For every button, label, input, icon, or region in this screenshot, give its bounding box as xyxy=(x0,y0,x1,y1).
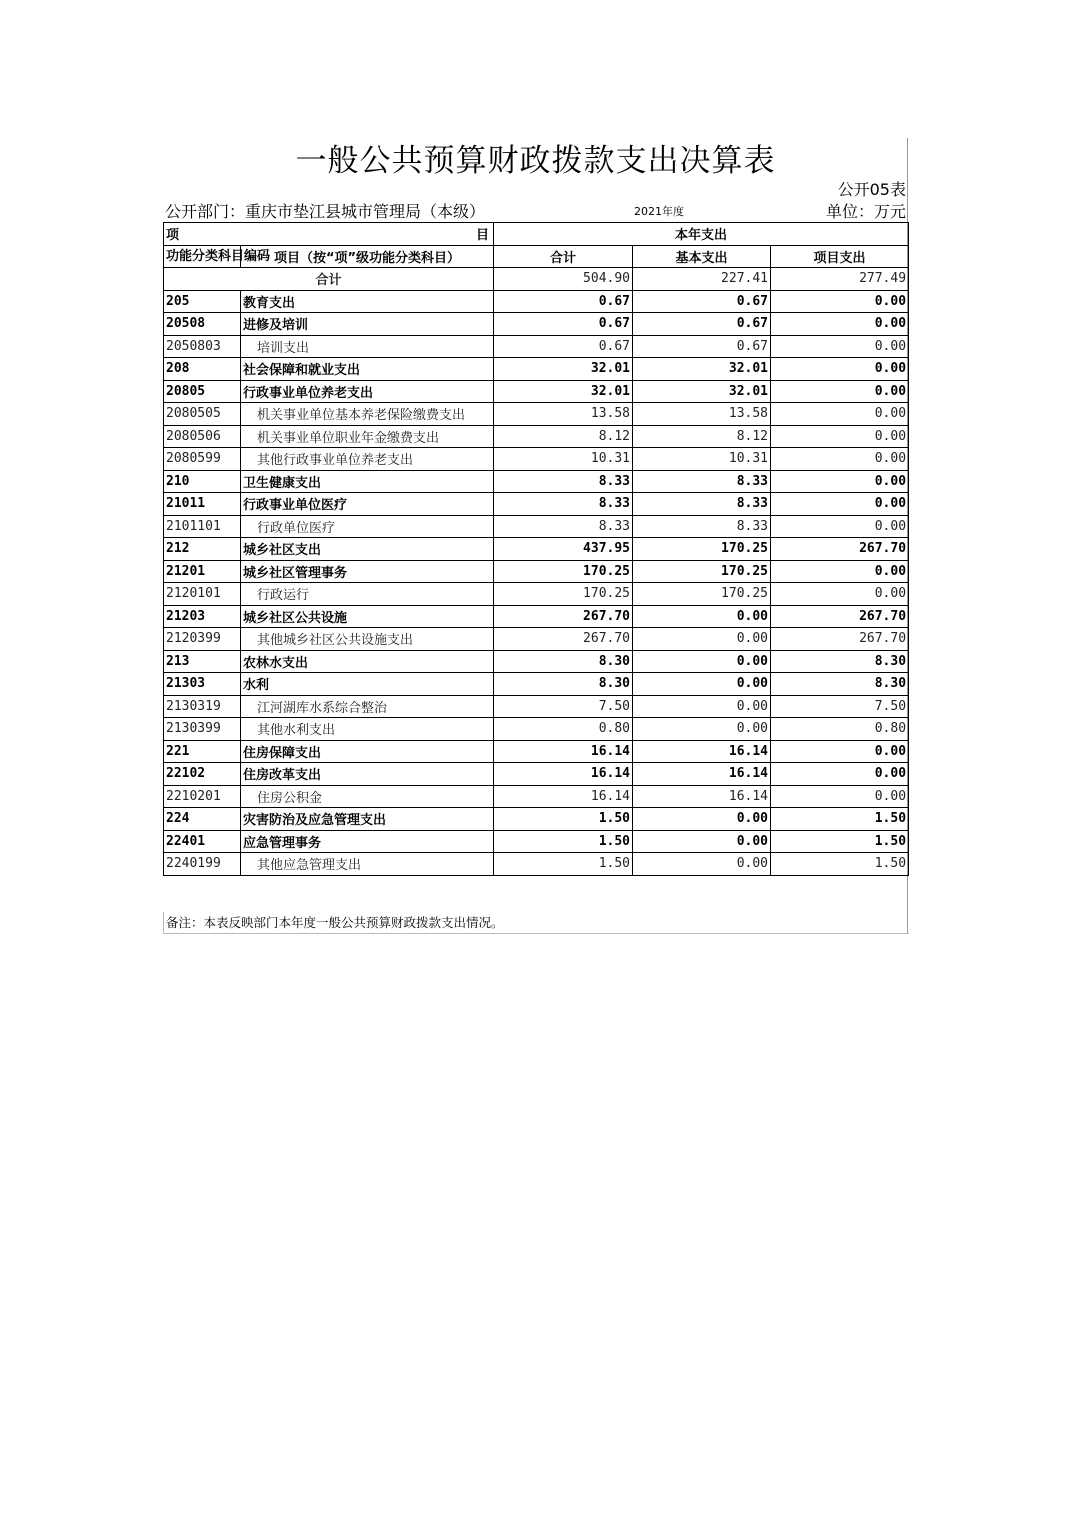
row-project: 7.50 xyxy=(771,695,909,718)
row-basic: 0.00 xyxy=(633,853,771,876)
row-total: 8.12 xyxy=(494,425,633,448)
row-basic: 0.00 xyxy=(633,673,771,696)
table-row xyxy=(164,380,909,403)
row-project: 0.00 xyxy=(771,493,909,516)
row-project: 0.00 xyxy=(771,290,909,313)
row-project: 0.00 xyxy=(771,403,909,426)
row-code: 21011 xyxy=(164,493,241,516)
row-basic: 0.00 xyxy=(633,605,771,628)
row-code: 21201 xyxy=(164,560,241,583)
table-row xyxy=(164,335,909,358)
row-basic: 8.33 xyxy=(633,470,771,493)
table-row xyxy=(164,470,909,493)
row-total: 1.50 xyxy=(494,808,633,831)
total-row-label: 合计 xyxy=(164,268,494,291)
row-project: 267.70 xyxy=(771,605,909,628)
row-total: 32.01 xyxy=(494,380,633,403)
row-total: 16.14 xyxy=(494,740,633,763)
row-total: 8.30 xyxy=(494,650,633,673)
row-basic: 16.14 xyxy=(633,785,771,808)
row-basic: 8.33 xyxy=(633,493,771,516)
row-name: 培训支出 xyxy=(241,335,494,358)
row-project: 0.00 xyxy=(771,560,909,583)
row-code: 20805 xyxy=(164,380,241,403)
page-title: 一般公共预算财政拨款支出决算表 xyxy=(295,143,776,179)
row-total: 7.50 xyxy=(494,695,633,718)
row-code: 2101101 xyxy=(164,515,241,538)
table-row xyxy=(164,448,909,471)
row-basic: 8.12 xyxy=(633,425,771,448)
row-total: 1.50 xyxy=(494,853,633,876)
row-project: 0.00 xyxy=(771,358,909,381)
row-name: 机关事业单位基本养老保险缴费支出 xyxy=(241,403,494,426)
row-basic: 170.25 xyxy=(633,583,771,606)
header-row-columns xyxy=(164,245,909,268)
row-project: 1.50 xyxy=(771,808,909,831)
table-row xyxy=(164,515,909,538)
row-name: 应急管理事务 xyxy=(241,830,494,853)
table-row xyxy=(164,313,909,336)
row-code: 2130399 xyxy=(164,718,241,741)
row-code: 210 xyxy=(164,470,241,493)
row-total: 16.14 xyxy=(494,785,633,808)
row-project: 0.00 xyxy=(771,785,909,808)
row-name: 城乡社区支出 xyxy=(241,538,494,561)
row-project: 0.80 xyxy=(771,718,909,741)
row-basic: 0.67 xyxy=(633,290,771,313)
row-project: 0.00 xyxy=(771,425,909,448)
table-note: 备注：本表反映部门本年度一般公共预算财政拨款支出情况。 xyxy=(163,912,909,934)
row-code: 21303 xyxy=(164,673,241,696)
row-basic: 0.00 xyxy=(633,718,771,741)
row-total: 170.25 xyxy=(494,583,633,606)
row-name: 行政事业单位养老支出 xyxy=(241,380,494,403)
row-total: 267.70 xyxy=(494,605,633,628)
row-project: 0.00 xyxy=(771,380,909,403)
table-row xyxy=(164,403,909,426)
total-row xyxy=(164,268,909,291)
table-row xyxy=(164,763,909,786)
row-basic: 0.67 xyxy=(633,313,771,336)
row-total: 170.25 xyxy=(494,560,633,583)
row-project: 267.70 xyxy=(771,628,909,651)
row-code: 21203 xyxy=(164,605,241,628)
row-name: 江河湖库水系综合整治 xyxy=(241,695,494,718)
row-name: 社会保障和就业支出 xyxy=(241,358,494,381)
row-project: 0.00 xyxy=(771,313,909,336)
table-code: 公开05表 xyxy=(837,180,906,199)
table-row xyxy=(164,358,909,381)
table-row xyxy=(164,560,909,583)
total-row-project: 277.49 xyxy=(771,268,909,291)
row-basic: 0.00 xyxy=(633,650,771,673)
row-name: 进修及培训 xyxy=(241,313,494,336)
row-name: 灾害防治及应急管理支出 xyxy=(241,808,494,831)
row-code: 2240199 xyxy=(164,853,241,876)
table-row xyxy=(164,695,909,718)
row-name: 住房改革支出 xyxy=(241,763,494,786)
item-header-cell xyxy=(164,223,494,246)
row-name: 其他城乡社区公共设施支出 xyxy=(241,628,494,651)
total-row-basic: 227.41 xyxy=(633,268,771,291)
row-name: 行政事业单位医疗 xyxy=(241,493,494,516)
row-total: 437.95 xyxy=(494,538,633,561)
row-basic: 10.31 xyxy=(633,448,771,471)
table-row xyxy=(164,650,909,673)
row-code: 213 xyxy=(164,650,241,673)
row-code: 212 xyxy=(164,538,241,561)
table-row xyxy=(164,718,909,741)
row-project: 1.50 xyxy=(771,830,909,853)
fiscal-year: 2021年度 xyxy=(634,205,684,218)
row-basic: 170.25 xyxy=(633,538,771,561)
row-basic: 16.14 xyxy=(633,763,771,786)
table-row xyxy=(164,605,909,628)
table-row xyxy=(164,493,909,516)
current-year-header: 本年支出 xyxy=(494,223,909,246)
table-row xyxy=(164,808,909,831)
row-name: 城乡社区公共设施 xyxy=(241,605,494,628)
row-code: 2080506 xyxy=(164,425,241,448)
row-code: 22401 xyxy=(164,830,241,853)
row-name: 行政单位医疗 xyxy=(241,515,494,538)
code-column-header: 功能分类科目编码 xyxy=(164,245,241,268)
row-project: 1.50 xyxy=(771,853,909,876)
table-row xyxy=(164,740,909,763)
row-basic: 0.00 xyxy=(633,695,771,718)
row-project: 0.00 xyxy=(771,335,909,358)
row-code: 2130319 xyxy=(164,695,241,718)
row-basic: 0.00 xyxy=(633,808,771,831)
row-total: 1.50 xyxy=(494,830,633,853)
row-code: 2080599 xyxy=(164,448,241,471)
row-total: 8.30 xyxy=(494,673,633,696)
row-code: 224 xyxy=(164,808,241,831)
item-header-right: 目 xyxy=(476,228,490,244)
row-code: 205 xyxy=(164,290,241,313)
row-project: 0.00 xyxy=(771,470,909,493)
row-project: 0.00 xyxy=(771,583,909,606)
row-project: 0.00 xyxy=(771,740,909,763)
row-total: 8.33 xyxy=(494,515,633,538)
row-name: 教育支出 xyxy=(241,290,494,313)
total-column-header: 合计 xyxy=(494,245,633,268)
row-total: 10.31 xyxy=(494,448,633,471)
table-row xyxy=(164,538,909,561)
row-name: 农林水支出 xyxy=(241,650,494,673)
row-project: 0.00 xyxy=(771,763,909,786)
header-row-top xyxy=(164,223,909,246)
row-project: 0.00 xyxy=(771,448,909,471)
row-name: 城乡社区管理事务 xyxy=(241,560,494,583)
row-total: 16.14 xyxy=(494,763,633,786)
row-total: 0.67 xyxy=(494,313,633,336)
row-name: 其他应急管理支出 xyxy=(241,853,494,876)
row-total: 0.67 xyxy=(494,335,633,358)
row-code: 2080505 xyxy=(164,403,241,426)
row-code: 20508 xyxy=(164,313,241,336)
row-name: 其他行政事业单位养老支出 xyxy=(241,448,494,471)
row-total: 13.58 xyxy=(494,403,633,426)
row-total: 8.33 xyxy=(494,493,633,516)
table-row xyxy=(164,628,909,651)
row-code: 2120101 xyxy=(164,583,241,606)
row-name: 水利 xyxy=(241,673,494,696)
row-project: 8.30 xyxy=(771,650,909,673)
row-basic: 32.01 xyxy=(633,380,771,403)
row-total: 267.70 xyxy=(494,628,633,651)
unit-label: 单位：万元 xyxy=(825,202,906,221)
table-row xyxy=(164,830,909,853)
item-header-left: 项 xyxy=(166,228,180,244)
row-basic: 8.33 xyxy=(633,515,771,538)
name-column-header: 项目（按“项”级功能分类科目） xyxy=(241,245,494,268)
row-code: 22102 xyxy=(164,763,241,786)
expenditure-table xyxy=(163,222,909,876)
row-basic: 32.01 xyxy=(633,358,771,381)
row-code: 2210201 xyxy=(164,785,241,808)
row-name: 住房公积金 xyxy=(241,785,494,808)
row-code: 2120399 xyxy=(164,628,241,651)
table-row xyxy=(164,583,909,606)
row-total: 0.80 xyxy=(494,718,633,741)
row-project: 8.30 xyxy=(771,673,909,696)
row-basic: 0.00 xyxy=(633,830,771,853)
table-row xyxy=(164,785,909,808)
row-basic: 0.67 xyxy=(633,335,771,358)
row-total: 8.33 xyxy=(494,470,633,493)
basic-column-header: 基本支出 xyxy=(633,245,771,268)
row-name: 其他水利支出 xyxy=(241,718,494,741)
row-basic: 0.00 xyxy=(633,628,771,651)
total-row-total: 504.90 xyxy=(494,268,633,291)
table-row xyxy=(164,290,909,313)
table-row xyxy=(164,673,909,696)
project-column-header: 项目支出 xyxy=(771,245,909,268)
row-basic: 16.14 xyxy=(633,740,771,763)
row-project: 0.00 xyxy=(771,515,909,538)
row-basic: 13.58 xyxy=(633,403,771,426)
table-row xyxy=(164,853,909,876)
row-name: 住房保障支出 xyxy=(241,740,494,763)
row-name: 卫生健康支出 xyxy=(241,470,494,493)
row-name: 机关事业单位职业年金缴费支出 xyxy=(241,425,494,448)
row-code: 221 xyxy=(164,740,241,763)
row-name: 行政运行 xyxy=(241,583,494,606)
row-basic: 170.25 xyxy=(633,560,771,583)
table-row xyxy=(164,425,909,448)
department-label: 公开部门：重庆市垫江县城市管理局（本级） xyxy=(165,202,486,221)
row-code: 2050803 xyxy=(164,335,241,358)
row-total: 0.67 xyxy=(494,290,633,313)
row-code: 208 xyxy=(164,358,241,381)
row-total: 32.01 xyxy=(494,358,633,381)
row-project: 267.70 xyxy=(771,538,909,561)
